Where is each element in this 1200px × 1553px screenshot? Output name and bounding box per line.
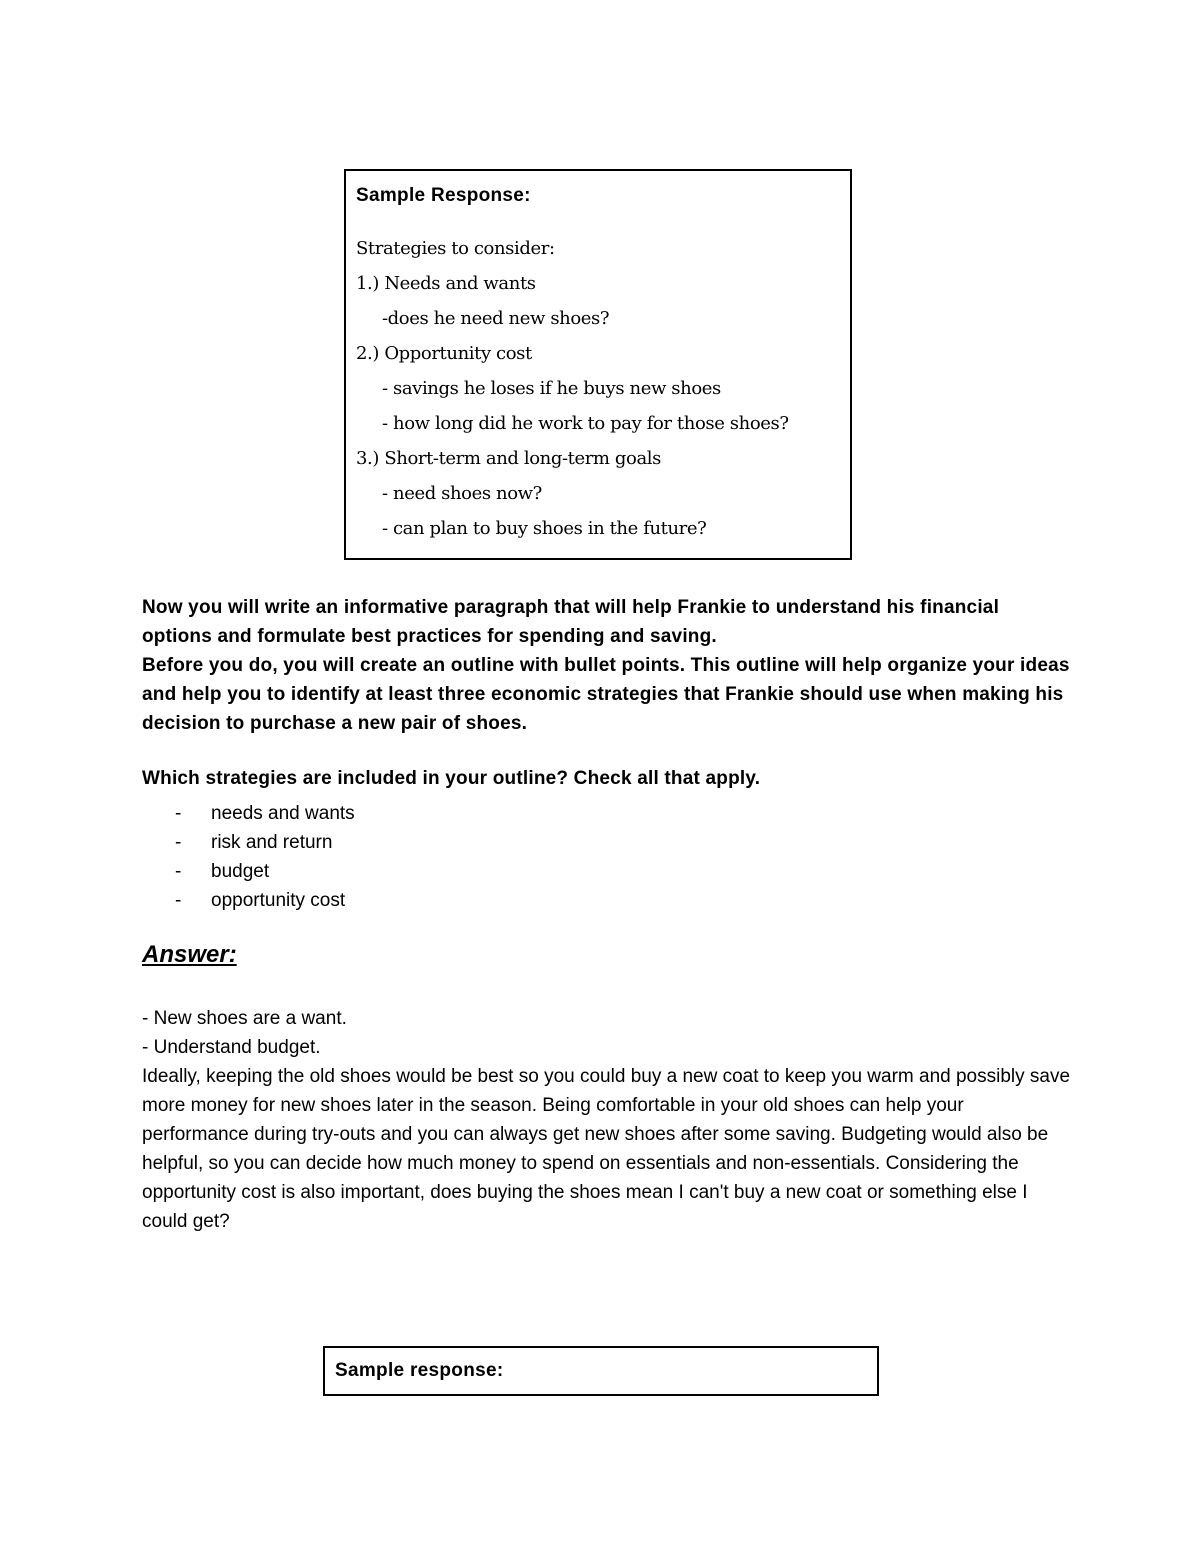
strategy-1-detail: -does he need new shoes?: [382, 308, 610, 329]
strategy-3: 3.) Short-term and long-term goals: [356, 448, 662, 469]
sample-response-box-2: [323, 1346, 879, 1396]
list-item: [175, 857, 355, 886]
strategies-heading: Strategies to consider:: [356, 238, 555, 259]
dash-marker: -: [175, 803, 182, 824]
instructions-paragraph-1: Now you will write an informative paragraph that will help Frankie to understand his financial options and formulate best practices for spending and saving.: [142, 597, 1000, 647]
answer-line-2: - Understand budget.: [142, 1037, 321, 1058]
answer-heading: Answer:: [142, 941, 237, 968]
option-label: risk and return: [211, 832, 333, 853]
strategy-1: 1.) Needs and wants: [356, 273, 536, 294]
sample-response-2-title: Sample response:: [335, 1360, 504, 1381]
strategy-2: 2.) Opportunity cost: [356, 343, 532, 364]
option-label: needs and wants: [211, 803, 355, 824]
strategy-3-detail-2: - can plan to buy shoes in the future?: [382, 518, 707, 539]
dash-marker: -: [175, 890, 182, 911]
list-item: [175, 799, 355, 828]
dash-marker: -: [175, 832, 182, 853]
strategy-3-detail-1: - need shoes now?: [382, 483, 542, 504]
question-text: Which strategies are included in your outline? Check all that apply.: [142, 768, 761, 789]
answer-paragraph: Ideally, keeping the old shoes would be best so you could buy a new coat to keep you warm and possibly save more money for new shoes later in the season. Being comfortable in your old shoes can help your performance during try-outs and you can always get new shoes after some saving. Budgeting would also be helpful, so you can decide how much money to spend on essentials and non-essentials. Considering the opportunity cost is also important, does buying the shoes mean I can't buy a new coat or something else I could get?: [142, 1066, 1071, 1232]
sample-response-title: Sample Response:: [356, 185, 531, 206]
instructions-paragraph-2: Before you do, you will create an outline with bullet points. This outline will help organize your ideas and help you to identify at least three economic strategies that Frankie should use when making his decision to purchase a new pair of shoes.: [142, 655, 1070, 734]
list-item: [175, 886, 355, 915]
answer-line-1: - New shoes are a want.: [142, 1008, 347, 1029]
strategy-2-detail-2: - how long did he work to pay for those shoes?: [382, 413, 789, 434]
answer-body: [142, 1004, 1072, 1236]
list-item: [175, 828, 355, 857]
option-label: opportunity cost: [211, 890, 346, 911]
option-label: budget: [211, 861, 270, 882]
strategy-options-list: [175, 799, 355, 915]
instructions: [142, 593, 1072, 738]
strategy-2-detail-1: - savings he loses if he buys new shoes: [382, 378, 721, 399]
dash-marker: -: [175, 861, 182, 882]
sample-response-box: [344, 169, 852, 560]
